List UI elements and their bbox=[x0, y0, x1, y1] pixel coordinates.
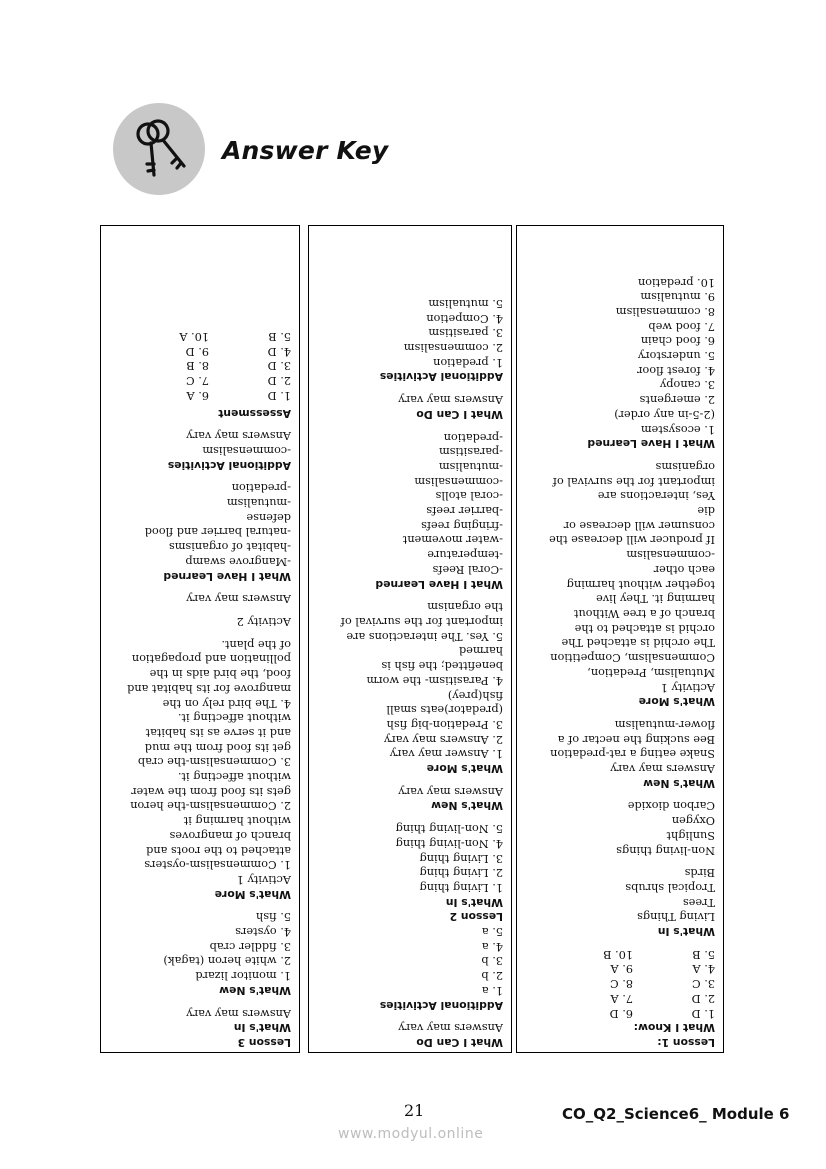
answer-line: -predation bbox=[231, 481, 291, 495]
answer-line: 4. a bbox=[481, 939, 503, 953]
answer-line: die bbox=[697, 504, 715, 518]
module-code: CO_Q2_Science6_ Module 6 bbox=[562, 1105, 790, 1123]
answer-item: 10. B bbox=[603, 947, 633, 961]
answer-line: attached to the roots and bbox=[146, 843, 291, 857]
answer-line: -barrier reefs bbox=[426, 504, 503, 518]
answer-line: 5. understory bbox=[637, 349, 715, 363]
answer-line: branch of mangroves bbox=[169, 828, 291, 842]
answer-line: -temperature bbox=[427, 548, 503, 562]
answer-line: 1. Answer may vary bbox=[389, 747, 503, 761]
section-heading: What's New bbox=[219, 983, 291, 997]
answer-line: -commensalism bbox=[626, 548, 715, 562]
lesson-heading: Lesson 2 bbox=[449, 910, 503, 924]
answer-line: orchid is attached to the bbox=[574, 621, 715, 635]
answer-item: 3. C bbox=[691, 977, 715, 991]
keys-icon bbox=[113, 103, 205, 195]
answer-item: 5. B bbox=[268, 330, 291, 344]
answer-line: Answers may vary bbox=[398, 1021, 503, 1035]
answer-line: 2. Answers may vary bbox=[383, 732, 503, 746]
answer-line: pollination and propagation bbox=[131, 652, 291, 666]
answer-line: harming it. They live bbox=[596, 592, 715, 606]
answer-line: -coral atolls bbox=[435, 489, 503, 503]
answer-line: (predator)eats small bbox=[386, 703, 503, 717]
section-heading: What's In bbox=[657, 925, 715, 939]
answer-item: 5. B bbox=[692, 947, 715, 961]
answer-item: 8. C bbox=[609, 977, 633, 991]
answer-line: If producer will decrease the bbox=[549, 533, 715, 547]
answer-line: 2. emergents bbox=[639, 393, 715, 407]
answer-line: 1. Commensalism-oysters bbox=[144, 858, 291, 872]
answer-item: 8. B bbox=[186, 359, 209, 373]
answer-column-3 bbox=[100, 225, 300, 1053]
answer-line: Snake eating a rat-predation bbox=[550, 747, 715, 761]
section-heading: Additional Activities bbox=[379, 998, 503, 1012]
answer-line: -mutualism bbox=[226, 496, 291, 510]
answer-line: food, the bird aids in the bbox=[149, 667, 291, 681]
answer-line: Carbon dioxide bbox=[627, 799, 715, 813]
answer-line: benefitted; the fish is bbox=[381, 659, 503, 673]
answer-line: 8. commensalism bbox=[615, 304, 715, 318]
answer-line: -Mangrove swamp bbox=[185, 554, 291, 568]
watermark: www.modyul.online bbox=[338, 1126, 484, 1142]
answer-line: 3. fiddler crab bbox=[209, 939, 291, 953]
section-heading: What's New bbox=[643, 776, 715, 790]
answer-line: -parasitism bbox=[439, 445, 503, 459]
answer-item: 7. A bbox=[610, 991, 633, 1005]
section-heading: What's New bbox=[431, 799, 503, 813]
answer-item: 4. A bbox=[692, 962, 715, 976]
answer-line: 5. Non-living thing bbox=[395, 822, 503, 836]
answer-line: -natural barrier and flood bbox=[144, 525, 291, 539]
answer-line: Trees bbox=[682, 895, 715, 909]
section-heading: What I Know: bbox=[633, 1021, 715, 1035]
answer-item: 9. A bbox=[610, 962, 633, 976]
answer-grid bbox=[525, 946, 715, 1020]
section-heading: What's More bbox=[638, 695, 715, 709]
answer-line: -commensalism bbox=[414, 474, 503, 488]
page-title: Answer Key bbox=[222, 136, 389, 165]
answer-line: 3. parasitism bbox=[428, 326, 503, 340]
answer-line: important for the survival of bbox=[552, 474, 715, 488]
answer-item: 4. D bbox=[267, 344, 291, 358]
answer-line: 5. Yes. The interactions are bbox=[346, 629, 503, 643]
answer-line: 4. Non-living thing bbox=[395, 836, 503, 850]
answer-item: 2. D bbox=[267, 374, 291, 388]
answer-line: Activity 1 bbox=[660, 680, 715, 694]
answer-line: 4. Parasitism- the worm bbox=[366, 673, 503, 687]
answer-line: defense bbox=[246, 510, 291, 524]
answer-line: mangrove for its habitat and bbox=[127, 681, 291, 695]
answer-item: 10. A bbox=[179, 330, 209, 344]
answer-line: without harming it bbox=[183, 814, 291, 828]
answer-line: Tropical shrubs bbox=[625, 880, 715, 894]
answer-line: The orchid is attached The bbox=[561, 636, 715, 650]
section-heading: What's In bbox=[233, 1021, 291, 1035]
answer-line: 2. commensalism bbox=[403, 341, 503, 355]
answer-line: harmed bbox=[458, 644, 503, 658]
answer-line: 1. ecosystem bbox=[640, 422, 715, 436]
answer-line: -water movement bbox=[402, 533, 503, 547]
answer-line: without affecting it. bbox=[177, 711, 291, 725]
section-heading: Assessment bbox=[218, 406, 291, 420]
answer-item: 6. A bbox=[186, 388, 209, 402]
answer-line: Activity 2 bbox=[236, 615, 291, 629]
answer-line: Activity 1 bbox=[236, 872, 291, 886]
lesson-heading: Lesson 3 bbox=[237, 1036, 291, 1049]
answer-line: 4. oysters bbox=[235, 925, 291, 939]
answer-line: Answers may vary bbox=[398, 393, 503, 407]
answer-line: flower-mutualism bbox=[614, 717, 715, 731]
answer-line: Birds bbox=[684, 866, 715, 880]
section-heading: What I Can Do bbox=[416, 1036, 503, 1049]
answer-line: 1. predation bbox=[433, 355, 503, 369]
answer-line: 6. food chain bbox=[640, 334, 715, 348]
answer-line: 2. Commensalism-the heron bbox=[130, 799, 291, 813]
answer-line: of the plant. bbox=[221, 637, 291, 651]
section-heading: What's In bbox=[445, 895, 503, 909]
answer-line: organisms bbox=[655, 459, 715, 473]
answer-line: Answers may vary bbox=[610, 762, 715, 776]
answer-line: 4. Competion bbox=[426, 311, 503, 325]
page-number: 21 bbox=[404, 1101, 425, 1120]
answer-line: 2. white heron (tagak) bbox=[163, 954, 291, 968]
section-heading: What I Have Learned bbox=[375, 577, 503, 591]
answer-line: -commensalism bbox=[202, 443, 291, 457]
answer-line: -habitat of organisms bbox=[168, 540, 291, 554]
section-heading: What I Have Learned bbox=[163, 569, 291, 583]
answer-line: consumer will decrease or bbox=[563, 518, 715, 532]
answer-item: 6. D bbox=[609, 1006, 633, 1020]
answer-line: Bee sucking the nectar of a bbox=[557, 732, 715, 746]
answer-line: 1. Living thing bbox=[419, 880, 503, 894]
answer-line: 3. Living thing bbox=[419, 851, 503, 865]
answer-line: 3. canopy bbox=[659, 378, 715, 392]
answer-line: important for the survival of bbox=[340, 615, 503, 629]
answer-line: gets its food from the water bbox=[131, 784, 291, 798]
answer-line: 2. b bbox=[481, 969, 503, 983]
answer-item: 1. D bbox=[691, 1006, 715, 1020]
answer-item: 1. D bbox=[267, 388, 291, 402]
answer-line: Answers may vary bbox=[398, 784, 503, 798]
answer-line: Living Things bbox=[637, 910, 715, 924]
answer-line: the organism bbox=[427, 600, 503, 614]
section-heading: Additional Activities bbox=[167, 458, 291, 472]
answer-line: 2. Living thing bbox=[419, 866, 503, 880]
answer-line: fish(prey) bbox=[447, 688, 503, 702]
answer-line: Mutualism, Predation, bbox=[587, 665, 715, 679]
answer-line: Answers may vary bbox=[186, 429, 291, 443]
answer-line: 1. monitor lizard bbox=[195, 969, 291, 983]
answer-line: 10. predation bbox=[637, 275, 715, 289]
section-heading: What I Can Do bbox=[416, 407, 503, 421]
answer-line: together without harming bbox=[566, 577, 715, 591]
answer-line: Answers may vary bbox=[186, 592, 291, 606]
answer-line: Commensalism, Competition bbox=[550, 651, 715, 665]
answer-line: 3. b bbox=[481, 954, 503, 968]
answer-line: get its food from the mud bbox=[144, 740, 291, 754]
answer-line: Oxygen bbox=[671, 814, 715, 828]
section-heading: What's More bbox=[426, 762, 503, 776]
answer-line: 1. a bbox=[481, 983, 503, 997]
answer-column-1 bbox=[516, 225, 724, 1053]
answer-line: 3. Predation-big fish bbox=[386, 717, 503, 731]
section-heading: What I Have Learned bbox=[587, 437, 715, 451]
answer-grid bbox=[109, 328, 291, 402]
answer-line: 4. The bird rely on the bbox=[162, 696, 291, 710]
section-heading: What's More bbox=[214, 887, 291, 901]
answer-line: 5. mutualism bbox=[428, 296, 503, 310]
answer-line: Non-living things bbox=[616, 843, 715, 857]
answer-line: 5. a bbox=[481, 925, 503, 939]
answer-line: -Coral Reefs bbox=[432, 562, 503, 576]
answer-line: -fringing reefs bbox=[421, 518, 503, 532]
answer-line: -predation bbox=[443, 430, 503, 444]
answer-line: 3. Commensalism-the crab bbox=[137, 755, 291, 769]
lesson-heading: Lesson 1: bbox=[657, 1036, 715, 1049]
answer-line: without affecting it. bbox=[177, 770, 291, 784]
answer-line: Yes, interactions are bbox=[597, 489, 715, 503]
answer-line: 5. fish bbox=[256, 910, 291, 924]
answer-line: 9. mutualism bbox=[640, 290, 715, 304]
answer-line: Answers may vary bbox=[186, 1006, 291, 1020]
answer-column-2 bbox=[308, 225, 512, 1053]
answer-item: 7. C bbox=[185, 374, 209, 388]
answer-line: and it serve as its habitat bbox=[145, 725, 291, 739]
answer-line: -mutualism bbox=[438, 459, 503, 473]
answer-line: (2-5-in any order) bbox=[614, 407, 715, 421]
section-heading: Additional Activities bbox=[379, 370, 503, 384]
answer-line: 7. food web bbox=[648, 319, 715, 333]
answer-item: 3. D bbox=[267, 359, 291, 373]
answer-line: each other bbox=[653, 562, 715, 576]
answer-line: Sunlight bbox=[666, 828, 715, 842]
answer-item: 2. D bbox=[691, 991, 715, 1005]
answer-item: 9. D bbox=[185, 344, 209, 358]
answer-line: branch of a tree Without bbox=[573, 607, 715, 621]
answer-line: 4. forest floor bbox=[637, 363, 715, 377]
